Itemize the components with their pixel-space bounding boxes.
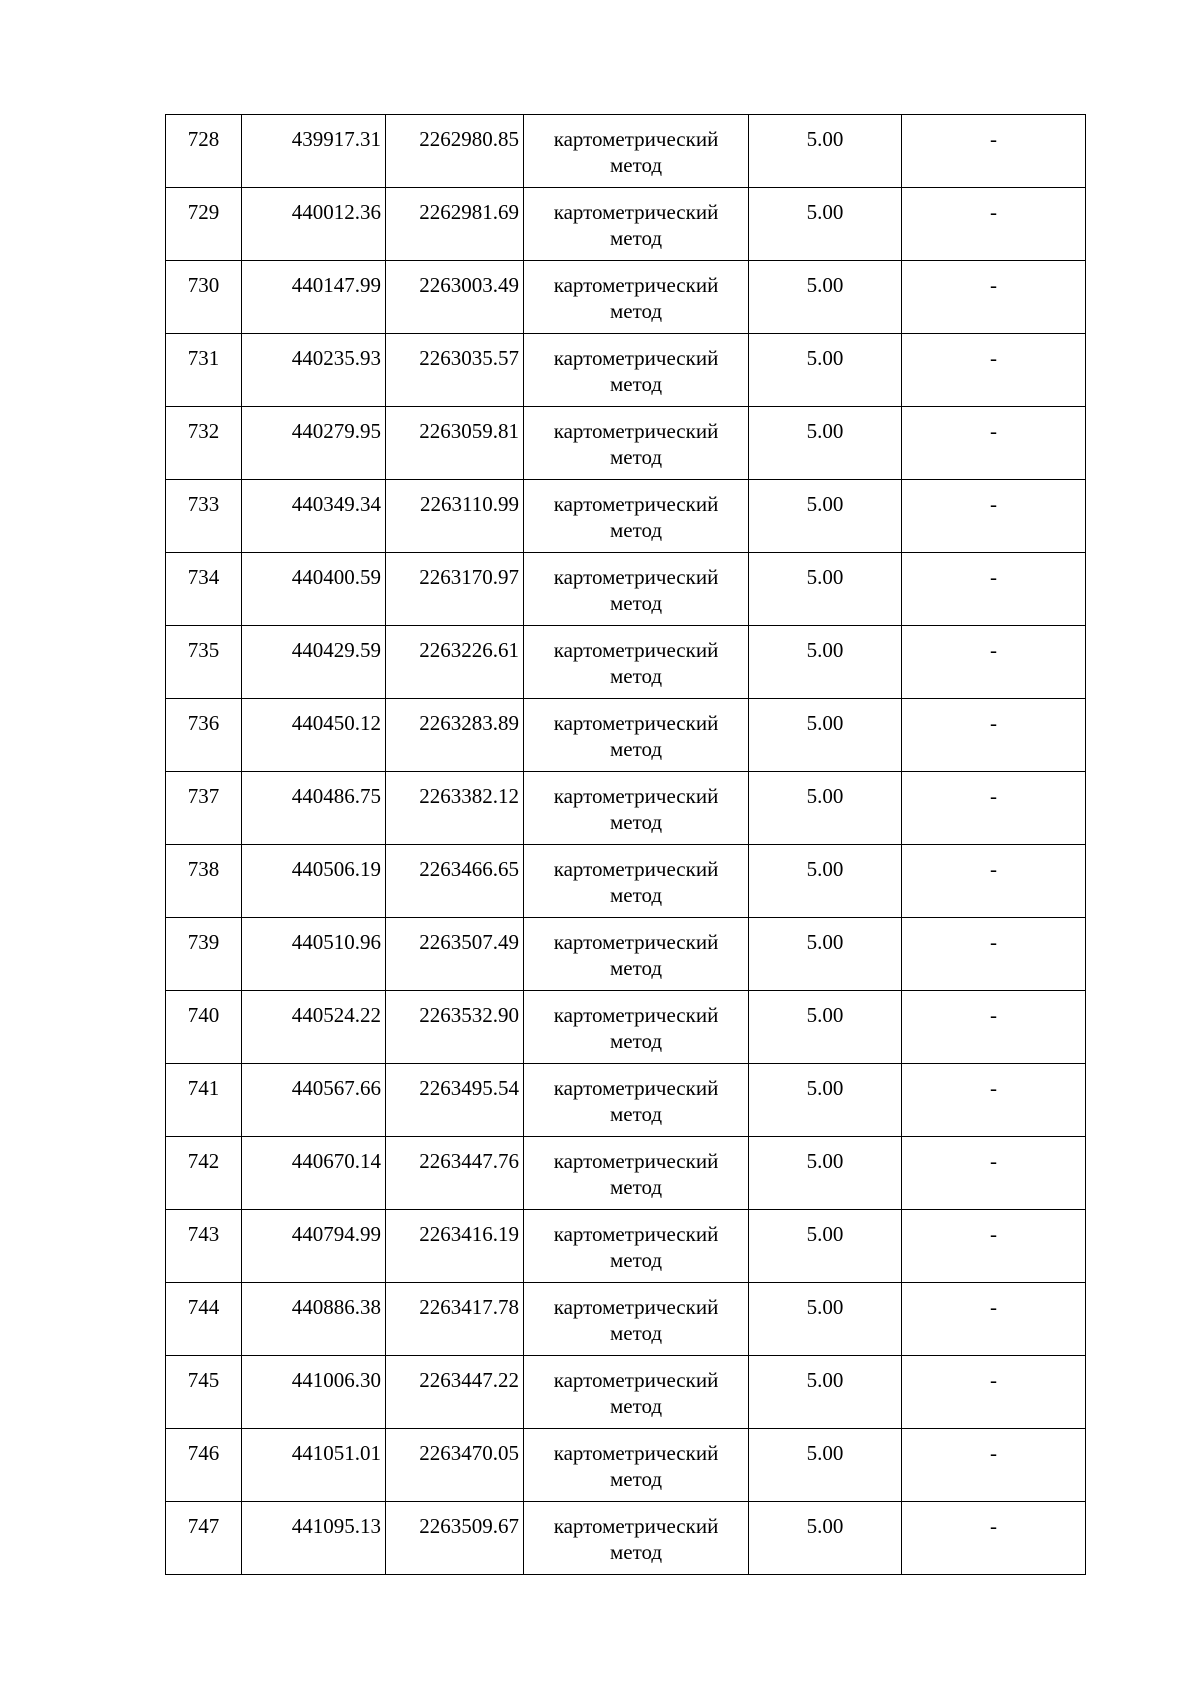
method-cell: картометрический метод bbox=[524, 1137, 749, 1210]
table-row bbox=[166, 845, 1086, 918]
table-row bbox=[166, 918, 1086, 991]
accuracy-cell: 5.00 bbox=[749, 115, 902, 188]
x-coordinate-cell: 440886.38 bbox=[242, 1283, 386, 1356]
method-cell: картометрический метод bbox=[524, 699, 749, 772]
table-row bbox=[166, 991, 1086, 1064]
note-cell: - bbox=[902, 188, 1086, 261]
point-number-cell: 734 bbox=[166, 553, 242, 626]
note-cell: - bbox=[902, 699, 1086, 772]
table-row bbox=[166, 1283, 1086, 1356]
note-cell: - bbox=[902, 480, 1086, 553]
method-cell: картометрический метод bbox=[524, 991, 749, 1064]
note-cell: - bbox=[902, 1429, 1086, 1502]
x-coordinate-cell: 440012.36 bbox=[242, 188, 386, 261]
method-cell: картометрический метод bbox=[524, 480, 749, 553]
y-coordinate-cell: 2263382.12 bbox=[386, 772, 524, 845]
point-number-cell: 736 bbox=[166, 699, 242, 772]
table-row bbox=[166, 1429, 1086, 1502]
y-coordinate-cell: 2263495.54 bbox=[386, 1064, 524, 1137]
method-cell: картометрический метод bbox=[524, 553, 749, 626]
x-coordinate-cell: 440506.19 bbox=[242, 845, 386, 918]
x-coordinate-cell: 440147.99 bbox=[242, 261, 386, 334]
note-cell: - bbox=[902, 991, 1086, 1064]
point-number-cell: 731 bbox=[166, 334, 242, 407]
y-coordinate-cell: 2262980.85 bbox=[386, 115, 524, 188]
y-coordinate-cell: 2263059.81 bbox=[386, 407, 524, 480]
accuracy-cell: 5.00 bbox=[749, 845, 902, 918]
x-coordinate-cell: 440279.95 bbox=[242, 407, 386, 480]
y-coordinate-cell: 2263447.76 bbox=[386, 1137, 524, 1210]
method-cell: картометрический метод bbox=[524, 188, 749, 261]
note-cell: - bbox=[902, 845, 1086, 918]
method-cell: картометрический метод bbox=[524, 334, 749, 407]
point-number-cell: 728 bbox=[166, 115, 242, 188]
point-number-cell: 744 bbox=[166, 1283, 242, 1356]
point-number-cell: 746 bbox=[166, 1429, 242, 1502]
note-cell: - bbox=[902, 553, 1086, 626]
method-cell: картометрический метод bbox=[524, 1283, 749, 1356]
y-coordinate-cell: 2263509.67 bbox=[386, 1502, 524, 1575]
y-coordinate-cell: 2263283.89 bbox=[386, 699, 524, 772]
point-number-cell: 738 bbox=[166, 845, 242, 918]
note-cell: - bbox=[902, 1064, 1086, 1137]
note-cell: - bbox=[902, 1210, 1086, 1283]
accuracy-cell: 5.00 bbox=[749, 1502, 902, 1575]
note-cell: - bbox=[902, 1356, 1086, 1429]
note-cell: - bbox=[902, 115, 1086, 188]
coordinates-table bbox=[165, 114, 1086, 1575]
y-coordinate-cell: 2263417.78 bbox=[386, 1283, 524, 1356]
table-row bbox=[166, 553, 1086, 626]
accuracy-cell: 5.00 bbox=[749, 334, 902, 407]
method-cell: картометрический метод bbox=[524, 115, 749, 188]
note-cell: - bbox=[902, 261, 1086, 334]
point-number-cell: 743 bbox=[166, 1210, 242, 1283]
x-coordinate-cell: 441006.30 bbox=[242, 1356, 386, 1429]
table-row bbox=[166, 1502, 1086, 1575]
point-number-cell: 740 bbox=[166, 991, 242, 1064]
method-cell: картометрический метод bbox=[524, 772, 749, 845]
y-coordinate-cell: 2263532.90 bbox=[386, 991, 524, 1064]
note-cell: - bbox=[902, 334, 1086, 407]
note-cell: - bbox=[902, 918, 1086, 991]
point-number-cell: 733 bbox=[166, 480, 242, 553]
accuracy-cell: 5.00 bbox=[749, 407, 902, 480]
method-cell: картометрический метод bbox=[524, 1064, 749, 1137]
accuracy-cell: 5.00 bbox=[749, 772, 902, 845]
table-row bbox=[166, 188, 1086, 261]
y-coordinate-cell: 2263416.19 bbox=[386, 1210, 524, 1283]
x-coordinate-cell: 440450.12 bbox=[242, 699, 386, 772]
table-row bbox=[166, 1356, 1086, 1429]
x-coordinate-cell: 440486.75 bbox=[242, 772, 386, 845]
y-coordinate-cell: 2263035.57 bbox=[386, 334, 524, 407]
accuracy-cell: 5.00 bbox=[749, 553, 902, 626]
note-cell: - bbox=[902, 626, 1086, 699]
x-coordinate-cell: 440794.99 bbox=[242, 1210, 386, 1283]
point-number-cell: 745 bbox=[166, 1356, 242, 1429]
x-coordinate-cell: 441051.01 bbox=[242, 1429, 386, 1502]
point-number-cell: 747 bbox=[166, 1502, 242, 1575]
method-cell: картометрический метод bbox=[524, 845, 749, 918]
method-cell: картометрический метод bbox=[524, 1502, 749, 1575]
note-cell: - bbox=[902, 1502, 1086, 1575]
y-coordinate-cell: 2263003.49 bbox=[386, 261, 524, 334]
x-coordinate-cell: 440670.14 bbox=[242, 1137, 386, 1210]
note-cell: - bbox=[902, 1283, 1086, 1356]
y-coordinate-cell: 2263470.05 bbox=[386, 1429, 524, 1502]
y-coordinate-cell: 2263226.61 bbox=[386, 626, 524, 699]
accuracy-cell: 5.00 bbox=[749, 1283, 902, 1356]
x-coordinate-cell: 440510.96 bbox=[242, 918, 386, 991]
x-coordinate-cell: 440235.93 bbox=[242, 334, 386, 407]
accuracy-cell: 5.00 bbox=[749, 626, 902, 699]
point-number-cell: 730 bbox=[166, 261, 242, 334]
accuracy-cell: 5.00 bbox=[749, 1210, 902, 1283]
accuracy-cell: 5.00 bbox=[749, 1064, 902, 1137]
accuracy-cell: 5.00 bbox=[749, 188, 902, 261]
y-coordinate-cell: 2263507.49 bbox=[386, 918, 524, 991]
table-row bbox=[166, 334, 1086, 407]
point-number-cell: 739 bbox=[166, 918, 242, 991]
point-number-cell: 732 bbox=[166, 407, 242, 480]
point-number-cell: 742 bbox=[166, 1137, 242, 1210]
table-row bbox=[166, 1137, 1086, 1210]
note-cell: - bbox=[902, 772, 1086, 845]
table-row bbox=[166, 699, 1086, 772]
x-coordinate-cell: 439917.31 bbox=[242, 115, 386, 188]
x-coordinate-cell: 440524.22 bbox=[242, 991, 386, 1064]
method-cell: картометрический метод bbox=[524, 1429, 749, 1502]
x-coordinate-cell: 440429.59 bbox=[242, 626, 386, 699]
coordinates-table-body bbox=[166, 115, 1086, 1575]
note-cell: - bbox=[902, 1137, 1086, 1210]
x-coordinate-cell: 441095.13 bbox=[242, 1502, 386, 1575]
point-number-cell: 735 bbox=[166, 626, 242, 699]
x-coordinate-cell: 440349.34 bbox=[242, 480, 386, 553]
point-number-cell: 729 bbox=[166, 188, 242, 261]
table-row bbox=[166, 480, 1086, 553]
point-number-cell: 741 bbox=[166, 1064, 242, 1137]
y-coordinate-cell: 2263466.65 bbox=[386, 845, 524, 918]
table-row bbox=[166, 772, 1086, 845]
accuracy-cell: 5.00 bbox=[749, 261, 902, 334]
method-cell: картометрический метод bbox=[524, 1356, 749, 1429]
accuracy-cell: 5.00 bbox=[749, 991, 902, 1064]
table-row bbox=[166, 407, 1086, 480]
accuracy-cell: 5.00 bbox=[749, 699, 902, 772]
method-cell: картометрический метод bbox=[524, 626, 749, 699]
table-row bbox=[166, 1210, 1086, 1283]
method-cell: картометрический метод bbox=[524, 1210, 749, 1283]
accuracy-cell: 5.00 bbox=[749, 918, 902, 991]
y-coordinate-cell: 2262981.69 bbox=[386, 188, 524, 261]
accuracy-cell: 5.00 bbox=[749, 1429, 902, 1502]
note-cell: - bbox=[902, 407, 1086, 480]
method-cell: картометрический метод bbox=[524, 407, 749, 480]
accuracy-cell: 5.00 bbox=[749, 480, 902, 553]
table-row bbox=[166, 115, 1086, 188]
table-row bbox=[166, 261, 1086, 334]
y-coordinate-cell: 2263110.99 bbox=[386, 480, 524, 553]
accuracy-cell: 5.00 bbox=[749, 1356, 902, 1429]
table-row bbox=[166, 626, 1086, 699]
y-coordinate-cell: 2263170.97 bbox=[386, 553, 524, 626]
accuracy-cell: 5.00 bbox=[749, 1137, 902, 1210]
method-cell: картометрический метод bbox=[524, 918, 749, 991]
x-coordinate-cell: 440567.66 bbox=[242, 1064, 386, 1137]
table-row bbox=[166, 1064, 1086, 1137]
point-number-cell: 737 bbox=[166, 772, 242, 845]
y-coordinate-cell: 2263447.22 bbox=[386, 1356, 524, 1429]
x-coordinate-cell: 440400.59 bbox=[242, 553, 386, 626]
method-cell: картометрический метод bbox=[524, 261, 749, 334]
